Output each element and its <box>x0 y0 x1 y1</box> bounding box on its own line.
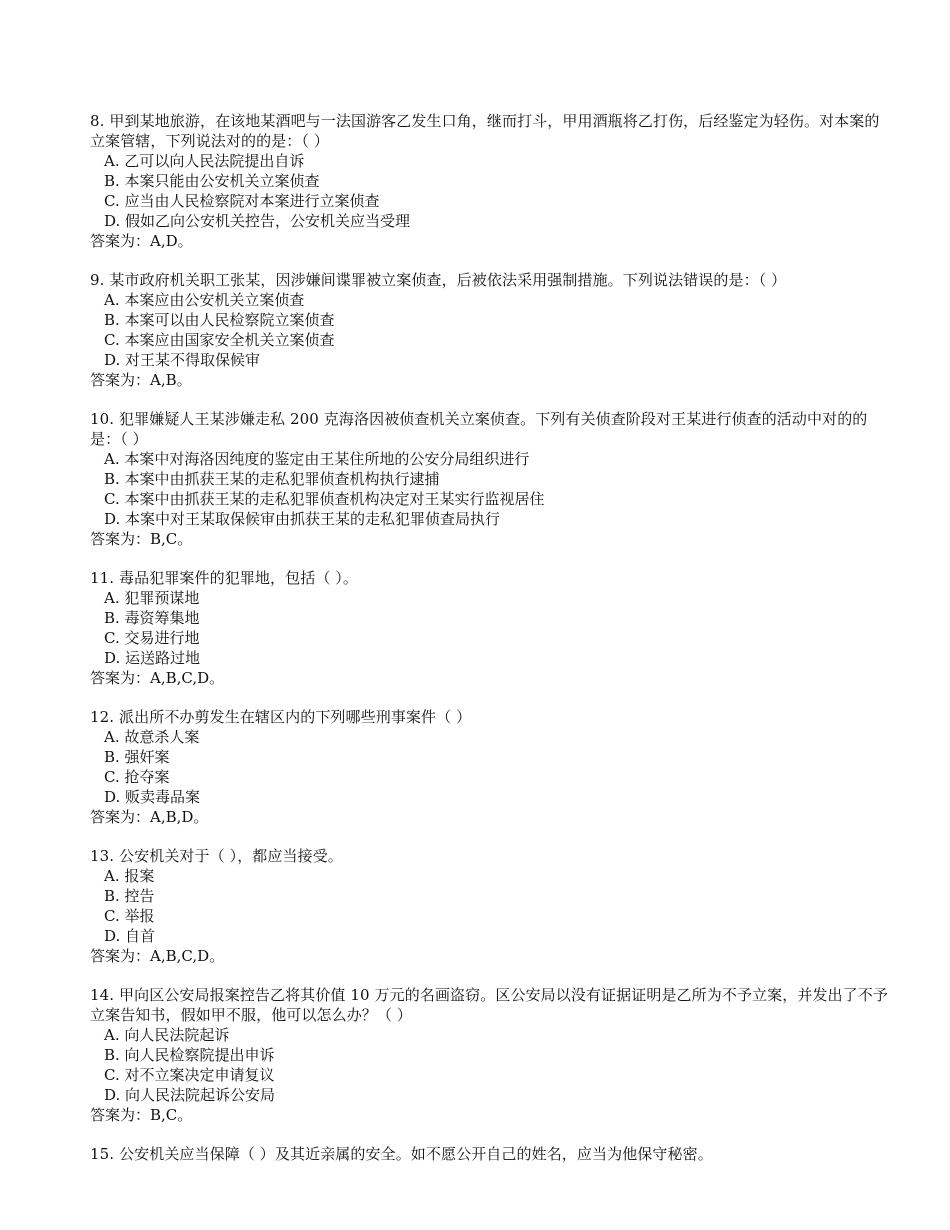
option-list <box>90 866 890 946</box>
option-d: D. 假如乙向公安机关控告，公安机关应当受理 <box>104 212 411 230</box>
option-b: B. 本案中由抓获王某的走私犯罪侦查机构执行逮捕 <box>104 470 440 488</box>
option-a: A. 本案中对海洛因纯度的鉴定由王某住所地的公安分局组织进行 <box>104 450 530 468</box>
question-13 <box>90 846 890 966</box>
option-a: A. 向人民法院起诉 <box>104 1026 230 1044</box>
option-d: D. 贩卖毒品案 <box>104 788 201 806</box>
option-list <box>90 1025 890 1105</box>
option-list <box>90 449 890 529</box>
question-stem: 15. 公安机关应当保障（ ）及其近亲属的安全。如不愿公开自己的姓名，应当为他保守秘密。 <box>90 1145 713 1163</box>
answer-line: 答案为：B,C。 <box>90 530 193 548</box>
option-d: D. 对王某不得取保候审 <box>104 351 261 369</box>
option-list <box>90 727 890 807</box>
option-a: A. 故意杀人案 <box>104 728 200 746</box>
option-a: A. 犯罪预谋地 <box>104 589 200 607</box>
option-d: D. 运送路过地 <box>104 649 201 667</box>
question-12 <box>90 707 890 827</box>
option-a: A. 报案 <box>104 867 155 885</box>
question-10 <box>90 409 890 549</box>
option-c: C. 举报 <box>104 907 155 925</box>
option-c: C. 抢夺案 <box>104 768 170 786</box>
option-b: B. 控告 <box>104 887 155 905</box>
option-d: D. 本案中对王某取保候审由抓获王某的走私犯罪侦查局执行 <box>104 510 501 528</box>
option-c: C. 对不立案决定申请复议 <box>104 1066 275 1084</box>
question-9 <box>90 270 890 390</box>
question-stem: 11. 毒品犯罪案件的犯罪地，包括（ ）。 <box>90 569 358 587</box>
answer-line: 答案为：A,B,D。 <box>90 808 209 826</box>
answer-line: 答案为：A,D。 <box>90 232 193 250</box>
answer-line: 答案为：A,B,C,D。 <box>90 669 225 687</box>
answer-line: 答案为：A,B,C,D。 <box>90 947 225 965</box>
option-b: B. 毒资筹集地 <box>104 609 200 627</box>
option-c: C. 交易进行地 <box>104 629 200 647</box>
question-stem: 12. 派出所不办剪发生在辖区内的下列哪些刑事案件（ ） <box>90 708 472 726</box>
option-a: A. 乙可以向人民法院提出自诉 <box>104 152 305 170</box>
question-stem: 10. 犯罪嫌疑人王某涉嫌走私 200 克海洛因被侦查机关立案侦查。下列有关侦查阶段对王某进行侦查的活动中对的的是：（ ） <box>90 410 868 448</box>
option-d: D. 自首 <box>104 927 156 945</box>
option-list <box>90 588 890 668</box>
question-15 <box>90 1144 890 1164</box>
question-stem: 14. 甲向区公安局报案控告乙将其价值 10 万元的名画盗窃。区公安局以没有证据证明是乙所为不予立案，并发出了不予立案告知书，假如甲不服，他可以怎么办？（ ） <box>90 986 888 1024</box>
option-d: D. 向人民法院起诉公安局 <box>104 1086 276 1104</box>
option-b: B. 本案可以由人民检察院立案侦查 <box>104 311 335 329</box>
question-8 <box>90 111 890 251</box>
question-14 <box>90 985 890 1125</box>
answer-line: 答案为：B,C。 <box>90 1106 193 1124</box>
question-stem: 8. 甲到某地旅游，在该地某酒吧与一法国游客乙发生口角，继而打斗，甲用酒瓶将乙打伤，后经鉴定为轻伤。对本案的立案管辖，下列说法对的的是：（ ） <box>90 112 880 150</box>
option-list <box>90 290 890 370</box>
answer-line: 答案为：A,B。 <box>90 371 192 389</box>
question-stem: 13. 公安机关对于（ ），都应当接受。 <box>90 847 343 865</box>
option-c: C. 本案应由国家安全机关立案侦查 <box>104 331 335 349</box>
question-stem: 9. 某市政府机关职工张某，因涉嫌间谍罪被立案侦查，后被依法采用强制措施。下列说法错误的是：（ ） <box>90 271 787 289</box>
option-list <box>90 151 890 231</box>
option-a: A. 本案应由公安机关立案侦查 <box>104 291 305 309</box>
option-b: B. 强奸案 <box>104 748 170 766</box>
option-c: C. 应当由人民检察院对本案进行立案侦查 <box>104 192 380 210</box>
option-c: C. 本案中由抓获王某的走私犯罪侦查机构决定对王某实行监视居住 <box>104 490 545 508</box>
option-b: B. 向人民检察院提出申诉 <box>104 1046 275 1064</box>
option-b: B. 本案只能由公安机关立案侦查 <box>104 172 320 190</box>
question-11 <box>90 568 890 688</box>
